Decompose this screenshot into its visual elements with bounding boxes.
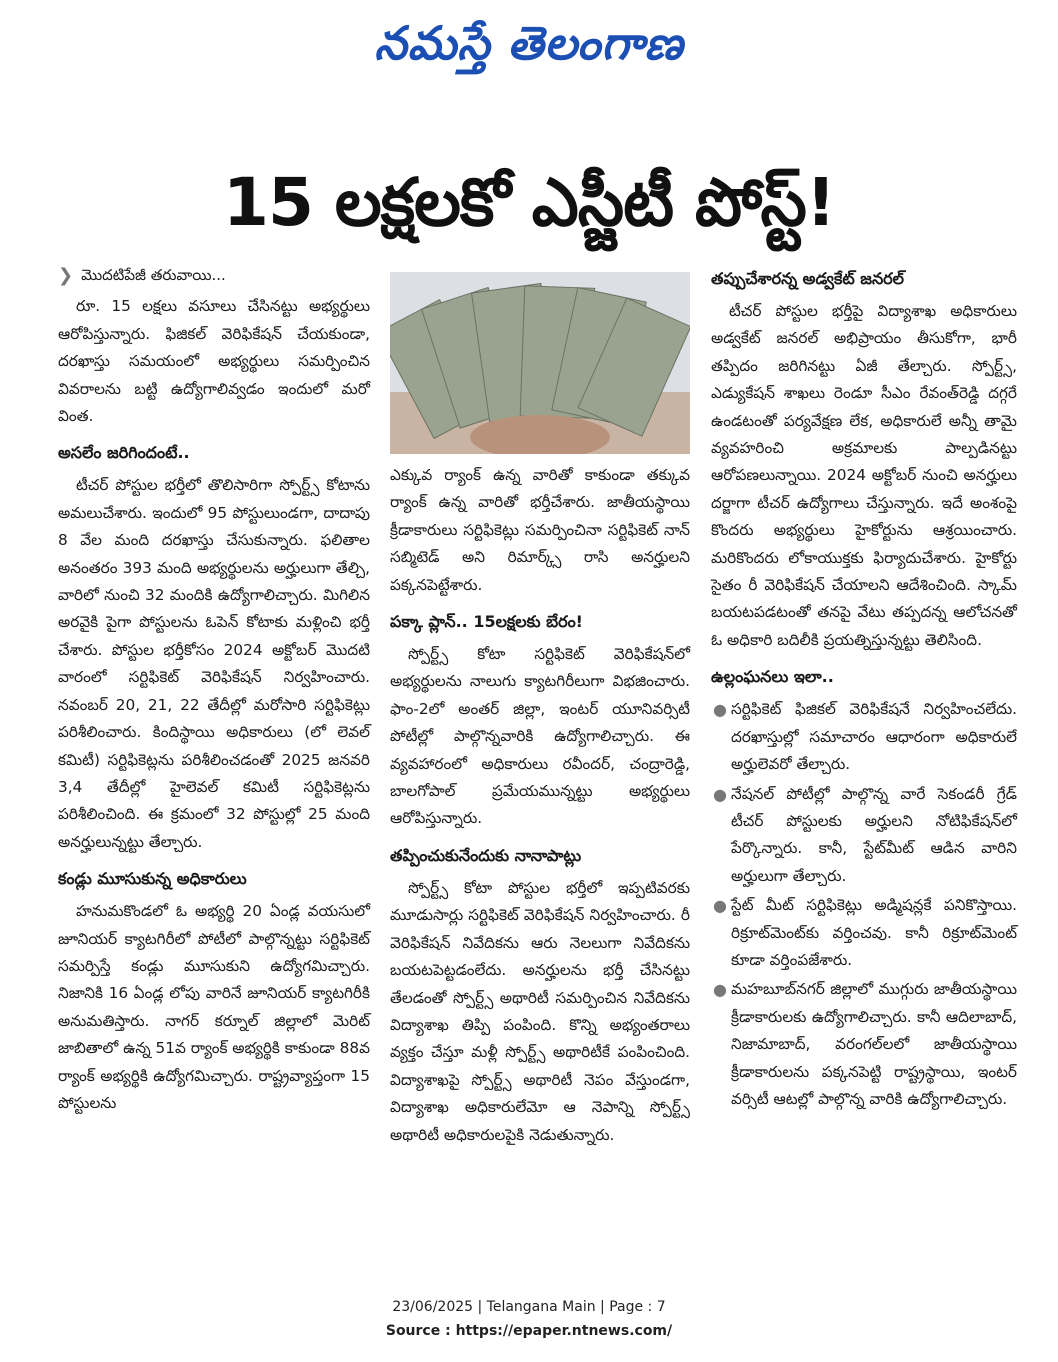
list-item-text: సర్టిఫికెట్ ఫిజికల్ వెరిఫికేషనే నిర్వహించలేదు. దరఖాస్తుల్లో సమాచారం ఆధారంగా అధికారులే అర్హులెవరో తేల్చారు. [731,700,1017,774]
list-item-text: మహబూబ్‌నగర్ జిల్లాలో ముగ్గురు జాతీయస్థాయి క్రీడాకారులకు ఉద్యోగాలిచ్చారు. కానీ ఆదిలాబాద్, నిజామాబాద్, వరంగల్‌లలో జాతీయస్థాయి క్రీడాకారులను పక్కనపెట్టి రాష్ట్రస్థాయి, ఇంటర్ వర్సిటీ ఆటల్లో పాల్గొన్న వారికి ఉద్యోగాలిచ్చారు. [731,980,1017,1108]
paragraph: హనుమకొండలో ఓ అభ్యర్థి 20 ఏండ్ల వయసులో జూనియర్ క్యాటగిరీలో పోటీలో పాల్గొన్నట్టు సర్టిఫికెట్ సమర్పిస్తే కండ్లు మూసుకుని ఉద్యోగమిచ్చారు. నిజానికి 16 ఏండ్ల లోపు వారినే జూనియర్ క్యాటగిరీకి అనుమతిస్తారు. నాగర్ కర్నూల్ జిల్లాలో మెరిట్ జాబితాలో ఉన్న 51వ ర్యాంక్ అభ్యర్థికి కాకుండా 88వ ర్యాంక్ అభ్యర్థికి ఉద్యోగమిచ్చారు. రాష్ట్రవ్యాప్తంగా 15 పోస్టులను [58,902,370,1112]
footer-source-link[interactable]: Source : https://epaper.ntnews.com/ [385,1323,673,1339]
continued-marker [58,262,370,289]
continued-label: మొదటిపేజీ తరువాయి... [81,266,226,284]
masthead-logo: నమస్తే తెలంగాణ [374,16,684,70]
subheading: తప్పుచేశారన్న అడ్వకేట్ జనరల్ [711,269,905,288]
paragraph: స్పోర్ట్స్ కోటా పోస్టుల భర్తీలో ఇప్పటివరకు మూడుసార్లు సర్టిఫికెట్ వెరిఫికేషన్ నిర్వహించారు. రీ వెరిఫికేషన్ నివేదికను ఆరు నెలలుగా నివేదికను బయటపెట్టడంలేదు. అనర్హులను భర్తీ చేసినట్టు తేలడంతో స్పోర్ట్స్ అథారిటీ సమర్పించిన నివేదికను విద్యాశాఖ తిప్పి పంపింది. కొన్ని అభ్యంతరాలు వ్యక్తం చేస్తూ మళ్లీ స్పోర్ట్స్ అథారిటీకే పంపించింది. విద్యాశాఖపై స్పోర్ట్స్ అథారిటీ నెపం వేస్తుండగా, విద్యాశాఖ అధికారులేమో ఆ నెపాన్ని స్పోర్ట్స్ అథారిటీ అధికారులపైకి నెడుతున్నారు. [390,878,690,1144]
list-item [711,781,1017,891]
list-item [711,892,1017,974]
violations-list [711,696,1017,1113]
article-column-1 [58,262,370,1127]
paragraph: స్పోర్ట్స్ కోటా సర్టిఫికెట్ వెరిఫికేషన్‌లో అభ్యర్థులను నాలుగు క్యాటగిరీలుగా విభజించారు. ఫాం-2లో అంతర్ జిల్లా, ఇంటర్ యూనివర్సిటీ పోటీల్లో పాల్గొన్నవారికి ఉద్యోగాలిచ్చారు. ఈ వ్యవహారంలో అధికారులు రవీందర్, చంద్రారెడ్డి, బాలగోపాల్ ప్రమేయమున్నట్టు అభ్యర్థులు ఆరోపిస్తున్నారు. [390,645,690,828]
currency-notes-photo [390,272,690,454]
article-column-2 [390,462,690,1159]
paragraph: టీచర్ పోస్టుల భర్తీలో తొలిసారిగా స్పోర్ట్స్ కోటాను అమలుచేశారు. ఇందులో 95 పోస్టులుండగా, దాదాపు 8 వేల మంది దరఖాస్తు చేసుకున్నారు. ఫలితాల అనంతరం 393 మంది అభ్యర్థులను అర్హులుగా తేల్చి, వారిలో నుంచి 32 మందికి ఉద్యోగాలిచ్చారు. మిగిలిన అరవైకి పైగా పోస్టులను ఓపెన్ కోటాకు మళ్లించి భర్తీ చేశారు. పోస్టుల భర్తీకోసం 2024 అక్టోబర్ మొదటి వారంలో సర్టిఫికెట్ వెరిఫికేషన్ నిర్వహించారు. నవంబర్ 20, 21, 22 తేదీల్లో మరోసారి సర్టిఫికెట్లు పరిశీలించారు. కిందిస్థాయి అధికారులు (లో లెవల్ కమిటీ) సర్టిఫికెట్లను పరిశీలించడంతో 2025 జనవరి 3,4 తేదీల్లో హైలెవల్ కమిటీ సర్టిఫికెట్లను పరిశీలించింది. ఈ క్రమంలో 32 పోస్టుల్లో 25 మంది అనర్హులున్నట్టు తేల్చారు. [58,476,370,851]
subheading: పక్కా ప్లాన్.. 15లక్షలకు బేరం! [390,612,583,632]
headline: 15 లక్షలకో ఎస్జీటీ పోస్ట్! [223,164,835,241]
subheading: అసలేం జరిగిందంటే.. [58,443,190,463]
paragraph: టీచర్ పోస్టుల భర్తీపై విద్యాశాఖ అధికారులు అడ్వకేట్ జనరల్ అభిప్రాయం తీసుకోగా, భారీ తప్పిదం జరిగినట్టు ఏజీ తేల్చారు. స్పోర్ట్స్, ఎడ్యుకేషన్ శాఖలు రెండూ సీఎం రేవంత్‌రెడ్డి దగ్గరే ఉండటంతో పర్యవేక్షణ లేక, అధికారులే అన్నీ తామై వ్యవహరించి అక్రమాలకు పాల్పడినట్టు ఆరోపణలున్నాయి. 2024 అక్టోబర్ నుంచి అనర్హులు దర్జాగా టీచర్ ఉద్యోగాలు చేస్తున్నారు. ఇదే అంశంపై కొందరు అభ్యర్థులు హైకోర్టును ఆశ్రయించారు. మరికొందరు లోకాయుక్తకు ఫిర్యాదుచేశారు. హైకోర్టు సైతం రీ వెరిఫికేషన్ చేయాలని ఆదేశించింది. స్కామ్ బయటపడటంతో తనపై వేటు తప్పదన్న ఆలోచనతో ఓ అధికారి బదిలీకి ప్రయత్నిస్తున్నట్టు తెలిసింది. [711,302,1017,649]
list-item-text: స్టేట్ మీట్ సర్టిఫికెట్లు అడ్మిషన్లకే పనికొస్తాయి. రిక్రూట్‌మెంట్‌కు వర్తించవు. కానీ రిక్రూట్‌మెంట్ కూడా వర్తింపజేశారు. [731,896,1017,969]
paragraph: రూ. 15 లక్షలు వసూలు చేసినట్టు అభ్యర్థులు ఆరోపిస్తున్నారు. ఫిజికల్ వెరిఫికేషన్ చేయకుండా, దరఖాస్తు సమయంలో అభ్యర్థులు సమర్పించిన వివరాలను బట్టి ఉద్యోగాలివ్వడం ఇందులో మరో వింత. [58,297,370,426]
bullet-icon: ● [713,896,727,916]
list-item [711,696,1017,778]
bullet-icon: ● [713,784,727,804]
paragraph: ఎక్కువ ర్యాంక్ ఉన్న వారితో కాకుండా తక్కువ ర్యాంక్ ఉన్న వారితో భర్తీచేశారు. జాతీయస్థాయి క్రీడాకారులు సర్టిఫికెట్లు సమర్పించినా సర్టిఫికెట్ నాన్ సబ్మిటెడ్ అని రిమార్క్స్ రాసి అనర్హులని పక్కనపెట్టేశారు. [390,466,690,594]
article-column-3 [711,266,1017,1115]
bullet-icon: ● [713,980,727,1000]
bullet-icon: ● [713,700,727,720]
list-item [711,976,1017,1113]
page-footer [0,1295,1058,1343]
chevron-right-icon: ❯ [58,265,74,286]
subheading: కండ్లు మూసుకున్న అధికారులు [58,869,247,889]
subheading: ఉల్లంఘనలు ఇలా.. [711,667,834,687]
list-item-text: నేషనల్ పోటీల్లో పాల్గొన్న వారే సెకండరీ గ్రేడ్ టీచర్ పోస్టులకు అర్హులని నోటిఫికేషన్‌లో పేర్కొన్నారు. కానీ, స్టేట్‌మీట్ ఆడిన వారిని అర్హులుగా తేల్చారు. [731,784,1017,885]
subheading: తప్పించుకునేందుకు నానాపాట్లు [390,845,582,865]
currency-notes-icon [390,272,690,454]
footer-edition-info: 23/06/2025 | Telangana Main | Page : 7 [392,1299,666,1315]
